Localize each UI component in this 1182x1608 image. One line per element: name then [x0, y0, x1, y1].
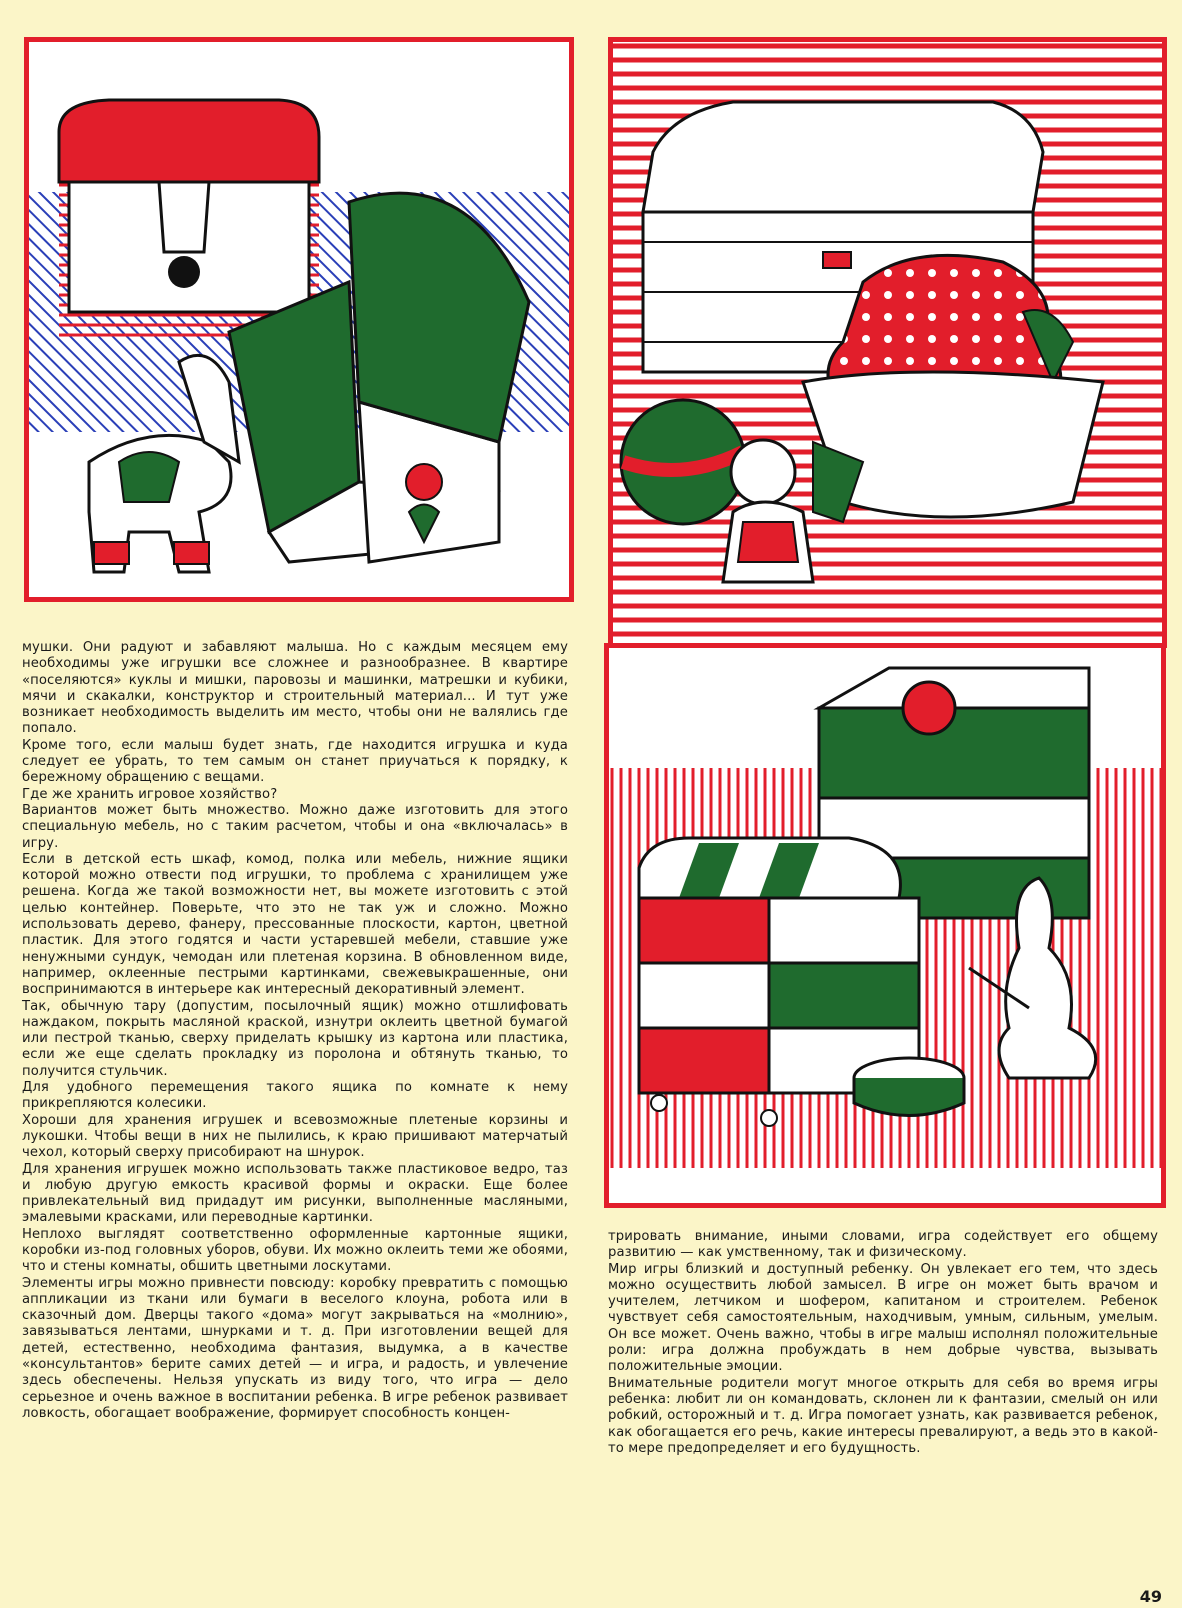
paragraph: Если в детской есть шкаф, комод, полка или мебель, нижние ящики которой можно отвести под игрушки, то проблема с хранилищем уже решена. Когда же такой возможности нет, вы можете изготовить с этой целью контейнер. Поверьте, что это не так уж и сложно. Можно использовать дерево, фанеру, прессованные плоскости, картон, цветной пластик. Для этого годятся и части устаревшей мебели, ставшие уже ненужными сундук, чемодан или плетеная корзина. В обновленном виде, например, оклеенные пестрыми картинками, свежевыкрашенные, они воспринимаются в интерьере как интересный декоративный элемент.	[22, 851, 568, 998]
paragraph: трировать внимание, иными словами, игра содействует его общему развитию — как умственному, так и физическому.	[608, 1229, 1158, 1261]
illustration-wicker-basket	[608, 37, 1167, 648]
paragraph: мушки. Они радуют и забавляют малыша. Но с каждым месяцем ему необходимы уже игрушки все сложнее и разнообразнее. В квартире «поселяются» куклы и мишки, паровозы и машинки, матрешки и кубики, мячи и скакалки, конструктор и строительный материал... И тут уже возникает необходимость выделить им место, чтобы они не валялись где попало.	[22, 640, 568, 737]
paragraph: Для хранения игрушек можно использовать также пластиковое ведро, таз и любую другую емкость красивой формы и окраски. Еще более привлекательный вид придадут им рисунки, выполненные масляными, эмалевыми красками, или переводные картинки.	[22, 1161, 568, 1226]
article-left-column	[22, 640, 568, 1422]
article-right-column	[608, 1229, 1158, 1457]
paragraph: Где же хранить игровое хозяйство?	[22, 786, 278, 802]
paragraph: Так, обычную тару (допустим, посылочный ящик) можно отшлифовать наждаком, покрыть масляной краской, изнутри оклеить цветной бумагой или пестрой тканью, сверху приделать крышку из картона или пластика, если же еще сделать прокладку из поролона и обтянуть тканью, то получится стульчик.	[22, 998, 568, 1079]
paragraph: Хороши для хранения игрушек и всевозможные плетеные корзины и лукошки. Чтобы вещи в них не пылились, к краю пришивают матерчатый чехол, который сверху присобирают на шнурок.	[22, 1112, 568, 1161]
illustration-chest-and-horse	[24, 37, 574, 602]
paragraph: Элементы игры можно привнести повсюду: коробку превратить с помощью аппликации из ткани или бумаги в веселого клоуна, робота или в сказочный дом. Дверцы такого «дома» могут закрываться на «молнию», завязываться лентами, шнурками и т. д. При изготовлении вещей для детей, естественно, необходима фантазия, выдумка, а в качестве «консультантов» берите самих детей — и игра, и радость, и увлечение здесь обеспечены. Нельзя упускать из виду того, что игра — дело серьезное и очень важное в воспитании ребенка. В игре ребенок развивает ловкость, обогащает воображение, формирует способность концен-	[22, 1275, 568, 1421]
paragraph: Кроме того, если малыш будет знать, где находится игрушка и куда следует ее убрать, то тем самым он станет приучаться к порядку, к бережному обращению с вещами.	[22, 737, 568, 786]
paragraph: Для удобного перемещения такого ящика по комнате к нему прикрепляются колесики.	[22, 1080, 568, 1112]
paragraph: Мир игры близкий и доступный ребенку. Он увлекает его тем, что здесь можно осуществить любой замысел. В игре он может быть врачом и учителем, летчиком и шофером, капитаном и строителем. Ребенок чувствует себя самостоятельным, находчивым, умным, сильным, умелым. Он все может. Очень важно, чтобы в игре малыш исполнял положительные роли: игра должна пробуждать в нем добрые чувства, вызывать положительные эмоции.	[608, 1261, 1158, 1375]
illustration-toy-boxes	[604, 643, 1166, 1208]
paragraph: Неплохо выглядят соответственно оформленные картонные ящики, коробки из-под головных уборов, обуви. Их можно оклеить теми же обоями, что и стены комнаты, обшить цветными лоскутами.	[22, 1226, 568, 1275]
paragraph: Вариантов может быть множество. Можно даже изготовить для этого специальную мебель, но с таким расчетом, чтобы и она «включалась» в игру.	[22, 802, 568, 851]
paragraph: Внимательные родители могут многое открыть для себя во время игры ребенка: любит ли он командовать, склонен ли к фантазии, смелый он или робкий, осторожный и т. д. Игра помогает узнать, как развивается ребенок, как обогащается его речь, какие интересы превалируют, а ведь это в какой-то мере предопределяет и его будущность.	[608, 1375, 1158, 1456]
page-number: 49	[1139, 1587, 1162, 1606]
